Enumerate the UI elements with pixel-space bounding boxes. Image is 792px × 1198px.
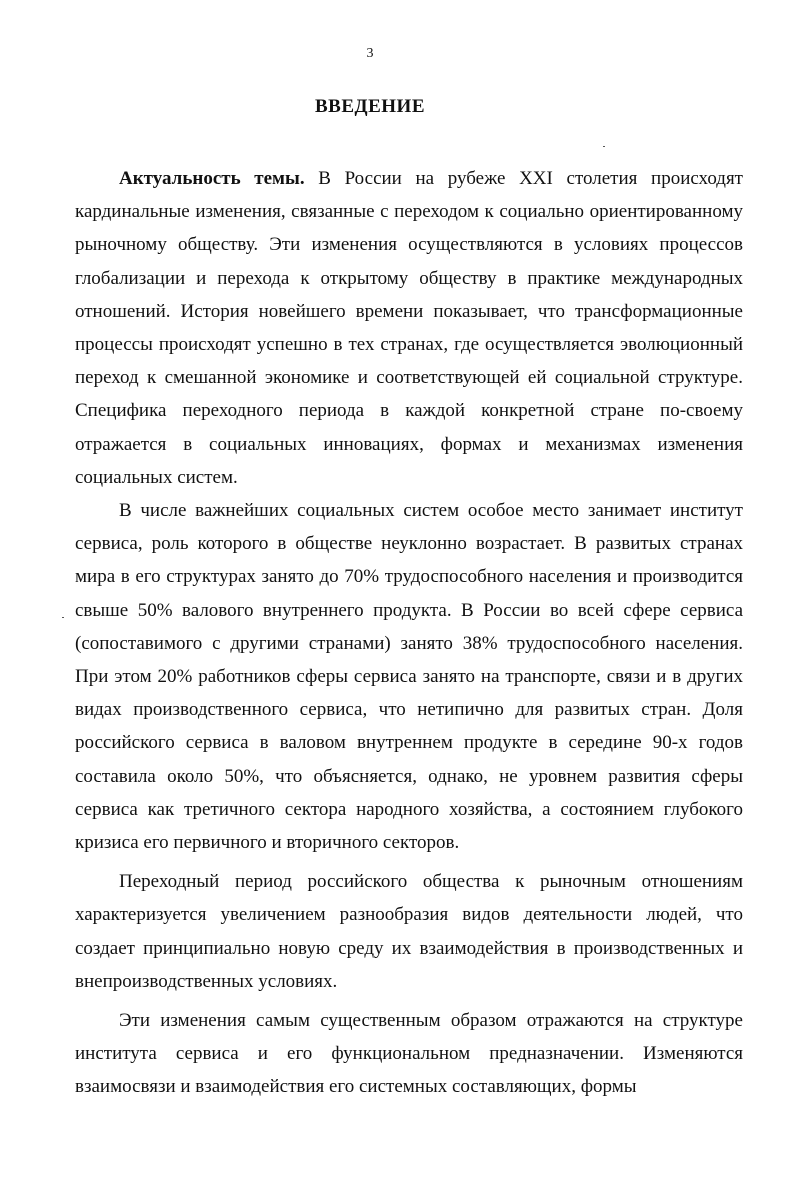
paragraph-relevance <box>75 162 743 494</box>
document-body <box>75 162 743 1104</box>
paragraph-lead: Актуальность темы. <box>119 168 305 189</box>
scan-speck <box>62 617 64 618</box>
page-heading: ВВЕДЕНИЕ <box>315 96 425 117</box>
page-number: 3 <box>366 46 374 61</box>
paragraph-transition-period: Переходный период российского общества к рыночным отношениям характеризуется увеличением разнообразия видов деятельности людей, что создает принципиально новую среду их взаимодействия в производственных и внепроизводственных условиях. <box>75 871 743 992</box>
paragraph-structural-changes: Эти изменения самым существенным образом отражаются на структуре института сервиса и его функциональном предназначении. Изменяются взаимосвязи и взаимодействия его системных составляющих, формы <box>75 1010 743 1098</box>
paragraph-service-institute: В числе важнейших социальных систем особое место занимает институт сервиса, роль которого в обществе неуклонно возрастает. В развитых странах мира в его структурах занято до 70% трудоспособного населения и производится свыше 50% валового внутреннего продукта. В России во всей сфере сервиса (сопоставимого с другими странами) занято 38% трудоспособного населения. При этом 20% работников сферы сервиса занято на транспорте, связи и в других видах производственного сервиса, что нетипично для развитых стран. Доля российского сервиса в валовом внутреннем продукте в середине 90-х годов составила около 50%, что объясняется, однако, не уровнем развития сферы сервиса как третичного сектора народного хозяйства, а состоянием глубокого кризиса его первичного и вторичного секторов. <box>75 500 743 854</box>
paragraph-text: В России на рубеже XXI столетия происходят кардинальные изменения, связанные с переходом к социально ориентированному рыночному обществу. Эти изменения осуществляются в условиях процессов глобализации и перехода к открытому обществу в практике международных отношений. История новейшего времени показывает, что трансформационные процессы происходят успешно в тех странах, где осуществляется эволюционный переход к смешанной экономике и соответствующей ей социальной структуре. Специфика переходного периода в каждой конкретной стране по-своему отражается в социальных инновациях, формах и механизмах изменения социальных систем. <box>75 168 743 488</box>
scan-speck <box>603 146 605 147</box>
